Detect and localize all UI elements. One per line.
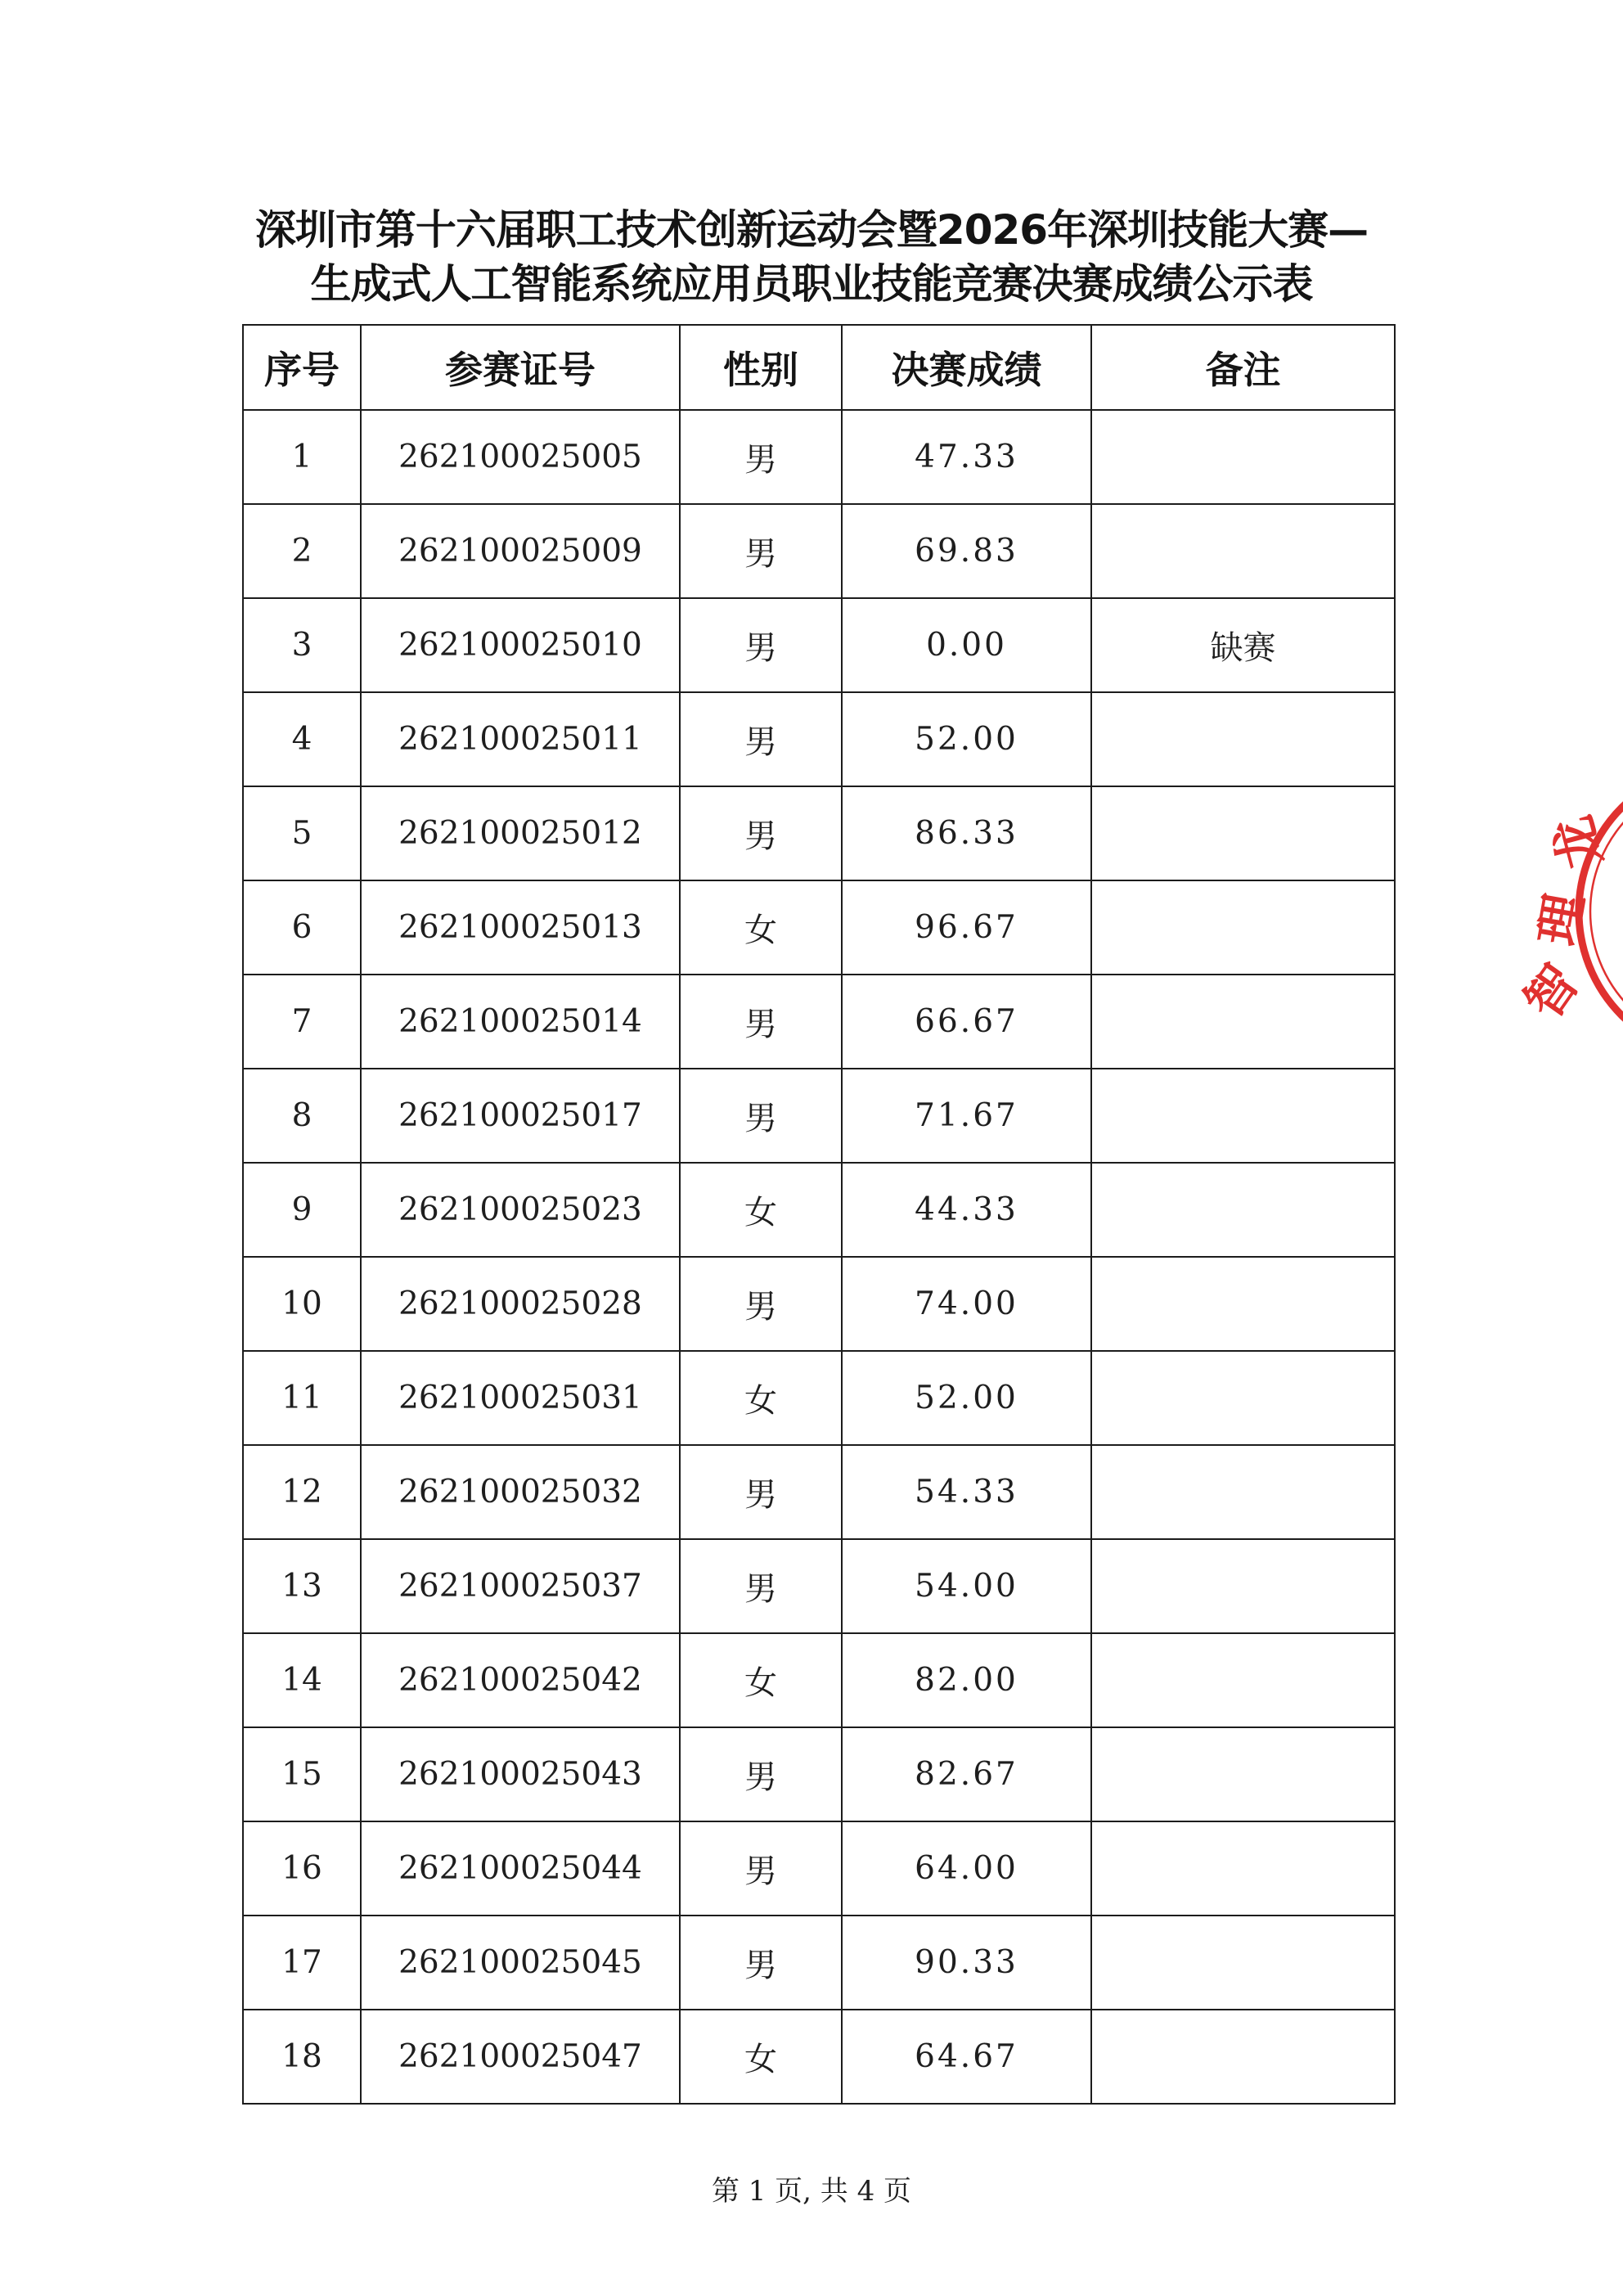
table-row xyxy=(243,786,1395,880)
cell-gender: 男 xyxy=(680,598,842,692)
title-line-2: 生成式人工智能系统应用员职业技能竞赛决赛成绩公示表 xyxy=(310,260,1313,308)
table-row xyxy=(243,1633,1395,1727)
table-row xyxy=(243,1069,1395,1163)
cell-id: 262100025044 xyxy=(361,1821,680,1916)
cell-id: 262100025010 xyxy=(361,598,680,692)
cell-gender: 男 xyxy=(680,786,842,880)
results-table xyxy=(242,324,1396,2105)
cell-no: 17 xyxy=(243,1916,361,2010)
cell-score: 82.00 xyxy=(842,1633,1091,1727)
table-row xyxy=(243,598,1395,692)
table-row xyxy=(243,1727,1395,1821)
cell-note xyxy=(1091,1069,1395,1163)
cell-id: 262100025023 xyxy=(361,1163,680,1257)
cell-no: 11 xyxy=(243,1351,361,1445)
table-row xyxy=(243,1351,1395,1445)
cell-note xyxy=(1091,1351,1395,1445)
table-row xyxy=(243,1821,1395,1916)
cell-note xyxy=(1091,1445,1395,1539)
cell-gender: 女 xyxy=(680,1633,842,1727)
header-gender: 性别 xyxy=(680,325,842,410)
svg-text:龙: 龙 xyxy=(1542,810,1613,875)
cell-score: 47.33 xyxy=(842,410,1091,504)
cell-score: 64.00 xyxy=(842,1821,1091,1916)
cell-score: 52.00 xyxy=(842,1351,1091,1445)
cell-id: 262100025013 xyxy=(361,880,680,975)
cell-no: 8 xyxy=(243,1069,361,1163)
cell-score: 82.67 xyxy=(842,1727,1091,1821)
svg-text:智: 智 xyxy=(1513,953,1591,1029)
cell-note xyxy=(1091,1163,1395,1257)
table-row xyxy=(243,1163,1395,1257)
cell-gender: 女 xyxy=(680,1163,842,1257)
table-row xyxy=(243,692,1395,786)
cell-no: 4 xyxy=(243,692,361,786)
cell-no: 7 xyxy=(243,975,361,1069)
cell-note xyxy=(1091,1821,1395,1916)
header-note: 备注 xyxy=(1091,325,1395,410)
cell-no: 5 xyxy=(243,786,361,880)
cell-gender: 男 xyxy=(680,692,842,786)
cell-score: 96.67 xyxy=(842,880,1091,975)
cell-no: 16 xyxy=(243,1821,361,1916)
cell-note xyxy=(1091,1257,1395,1351)
cell-note xyxy=(1091,2010,1395,2104)
table-header-row xyxy=(243,325,1395,410)
cell-gender: 男 xyxy=(680,975,842,1069)
cell-note xyxy=(1091,880,1395,975)
cell-score: 54.00 xyxy=(842,1539,1091,1633)
cell-note: 缺赛 xyxy=(1091,598,1395,692)
cell-no: 3 xyxy=(243,598,361,692)
cell-score: 44.33 xyxy=(842,1163,1091,1257)
table-row xyxy=(243,1539,1395,1633)
cell-no: 1 xyxy=(243,410,361,504)
cell-note xyxy=(1091,692,1395,786)
cell-gender: 女 xyxy=(680,880,842,975)
cell-score: 64.67 xyxy=(842,2010,1091,2104)
table-row xyxy=(243,1916,1395,2010)
cell-gender: 男 xyxy=(680,1445,842,1539)
cell-note xyxy=(1091,1727,1395,1821)
cell-gender: 女 xyxy=(680,1351,842,1445)
header-score: 决赛成绩 xyxy=(842,325,1091,410)
cell-score: 74.00 xyxy=(842,1257,1091,1351)
table-body xyxy=(243,410,1395,2104)
cell-no: 12 xyxy=(243,1445,361,1539)
cell-score: 0.00 xyxy=(842,598,1091,692)
cell-note xyxy=(1091,1633,1395,1727)
cell-gender: 男 xyxy=(680,504,842,598)
cell-score: 69.83 xyxy=(842,504,1091,598)
cell-id: 262100025043 xyxy=(361,1727,680,1821)
cell-note xyxy=(1091,504,1395,598)
cell-gender: 男 xyxy=(680,1821,842,1916)
cell-score: 54.33 xyxy=(842,1445,1091,1539)
official-seal xyxy=(1513,761,1623,1064)
cell-note xyxy=(1091,1539,1395,1633)
cell-no: 14 xyxy=(243,1633,361,1727)
table-row xyxy=(243,410,1395,504)
cell-no: 10 xyxy=(243,1257,361,1351)
cell-id: 262100025042 xyxy=(361,1633,680,1727)
table-row xyxy=(243,1445,1395,1539)
cell-score: 86.33 xyxy=(842,786,1091,880)
cell-score: 90.33 xyxy=(842,1916,1091,2010)
cell-id: 262100025045 xyxy=(361,1916,680,2010)
cell-id: 262100025017 xyxy=(361,1069,680,1163)
table-row xyxy=(243,504,1395,598)
cell-id: 262100025031 xyxy=(361,1351,680,1445)
cell-note xyxy=(1091,786,1395,880)
cell-id: 262100025005 xyxy=(361,410,680,504)
page-number: 第 1 页, 共 4 页 xyxy=(711,2175,912,2208)
table-row xyxy=(243,2010,1395,2104)
table-row xyxy=(243,1257,1395,1351)
cell-id: 262100025014 xyxy=(361,975,680,1069)
cell-gender: 男 xyxy=(680,1257,842,1351)
cell-id: 262100025009 xyxy=(361,504,680,598)
svg-text:理: 理 xyxy=(1527,889,1596,950)
cell-id: 262100025032 xyxy=(361,1445,680,1539)
table-row xyxy=(243,880,1395,975)
cell-score: 71.67 xyxy=(842,1069,1091,1163)
cell-gender: 男 xyxy=(680,1539,842,1633)
cell-gender: 男 xyxy=(680,1069,842,1163)
cell-id: 262100025028 xyxy=(361,1257,680,1351)
cell-no: 15 xyxy=(243,1727,361,1821)
cell-note xyxy=(1091,975,1395,1069)
header-id: 参赛证号 xyxy=(361,325,680,410)
cell-id: 262100025037 xyxy=(361,1539,680,1633)
cell-score: 52.00 xyxy=(842,692,1091,786)
cell-gender: 男 xyxy=(680,410,842,504)
cell-no: 2 xyxy=(243,504,361,598)
cell-no: 13 xyxy=(243,1539,361,1633)
cell-no: 9 xyxy=(243,1163,361,1257)
cell-gender: 男 xyxy=(680,1916,842,2010)
document-title xyxy=(164,203,1459,311)
cell-score: 66.67 xyxy=(842,975,1091,1069)
table-row xyxy=(243,975,1395,1069)
title-line-1: 深圳市第十六届职工技术创新运动会暨2026年深圳技能大赛— xyxy=(254,206,1369,254)
cell-no: 6 xyxy=(243,880,361,975)
cell-note xyxy=(1091,410,1395,504)
cell-gender: 男 xyxy=(680,1727,842,1821)
cell-id: 262100025012 xyxy=(361,786,680,880)
cell-no: 18 xyxy=(243,2010,361,2104)
cell-id: 262100025047 xyxy=(361,2010,680,2104)
cell-id: 262100025011 xyxy=(361,692,680,786)
cell-gender: 女 xyxy=(680,2010,842,2104)
header-no: 序号 xyxy=(243,325,361,410)
cell-note xyxy=(1091,1916,1395,2010)
